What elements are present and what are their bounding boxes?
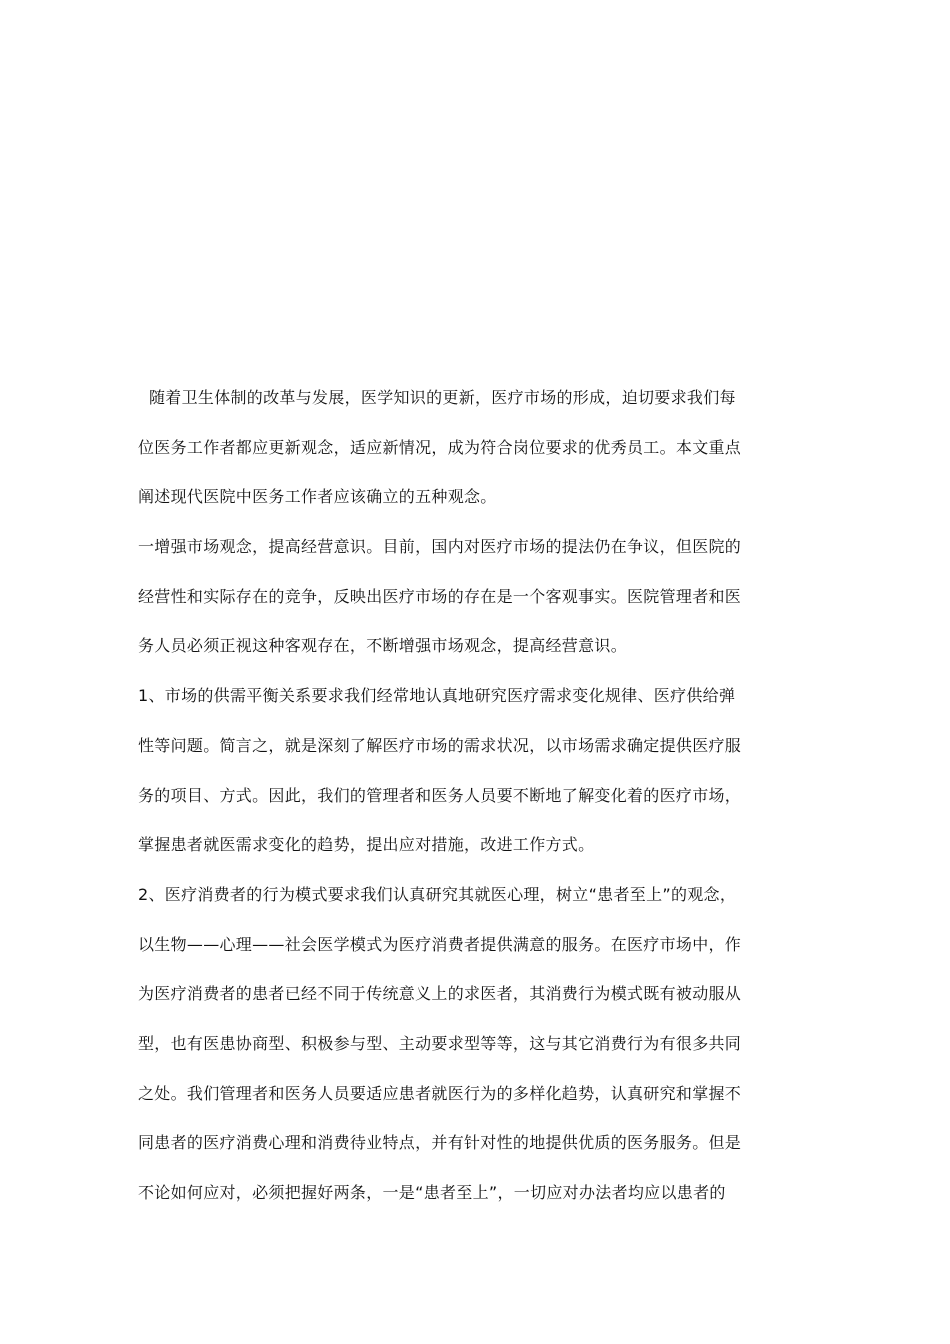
paragraph-line: 型，也有医患协商型、积极参与型、主动要求型等等，这与其它消费行为有很多共同 <box>138 1033 742 1053</box>
paragraph-line: 之处。我们管理者和医务人员要适应患者就医行为的多样化趋势，认真研究和掌握不 <box>138 1083 742 1103</box>
paragraph-line: 务人员必须正视这种客观存在，不断增强市场观念，提高经营意识。 <box>138 636 628 656</box>
paragraph-line: 掌握患者就医需求变化的趋势，提出应对措施，改进工作方式。 <box>138 835 595 855</box>
paragraph-line: 性等问题。简言之，就是深刻了解医疗市场的需求状况，以市场需求确定提供医疗服 <box>138 735 742 755</box>
paragraph-line: 2、医疗消费者的行为模式要求我们认真研究其就医心理，树立“患者至上”的观念， <box>138 884 737 904</box>
paragraph-line: 经营性和实际存在的竞争，反映出医疗市场的存在是一个客观事实。医院管理者和医 <box>138 586 742 606</box>
paragraph-line: 一增强市场观念，提高经营意识。目前，国内对医疗市场的提法仍在争议，但医院的 <box>138 537 742 557</box>
paragraph-line: 同患者的医疗消费心理和消费待业特点，并有针对性的地提供优质的医务服务。但是 <box>138 1133 742 1153</box>
paragraph-line: 不论如何应对，必须把握好两条，一是“患者至上”，一切应对办法者均应以患者的 <box>138 1183 726 1202</box>
paragraph-line: 以生物——心理——社会医学模式为医疗消费者提供满意的服务。在医疗市场中，作 <box>138 934 742 954</box>
paragraph-line: 位医务工作者都应更新观念，适应新情况，成为符合岗位要求的优秀员工。本文重点 <box>138 437 742 457</box>
paragraph-line: 为医疗消费者的患者已经不同于传统意义上的求医者，其消费行为模式既有被动服从 <box>138 984 742 1004</box>
paragraph-line: 随着卫生体制的改革与发展，医学知识的更新，医疗市场的形成，迫切要求我们每 <box>149 388 736 407</box>
paragraph-line: 阐述现代医院中医务工作者应该确立的五种观念。 <box>138 487 497 507</box>
document-body <box>138 381 828 1226</box>
paragraph-line: 务的项目、方式。因此，我们的管理者和医务人员要不断地了解变化着的医疗市场， <box>138 785 742 805</box>
paragraph-line: 1、市场的供需平衡关系要求我们经常地认真地研究医疗需求变化规律、医疗供给弹 <box>138 686 736 706</box>
